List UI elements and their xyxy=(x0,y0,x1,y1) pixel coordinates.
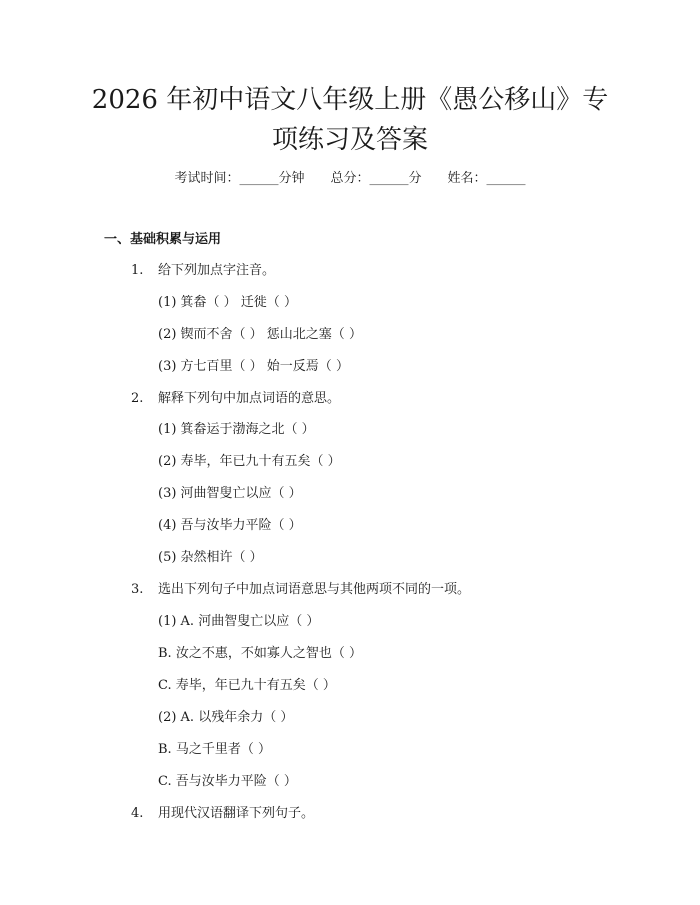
question-1-item-2: (2) 锲而不舍（ ） 惩山北之塞（ ） xyxy=(158,327,362,342)
student-name-label: 姓名：______ xyxy=(447,171,526,186)
question-text: 给下列加点字注音。 xyxy=(158,263,276,278)
document-title xyxy=(60,80,640,160)
question-3-option: (1) A. 河曲智叟亡以应（ ） xyxy=(158,614,320,629)
exam-time-label: 考试时间：______分钟 xyxy=(174,171,305,186)
question-text: 选出下列句子中加点词语意思与其他两项不同的一项。 xyxy=(158,582,471,597)
exam-meta xyxy=(0,170,700,188)
question-3-option: B. 汝之不惠，不如寡人之智也（ ） xyxy=(158,646,362,661)
question-3-option: C. 吾与汝毕力平险（ ） xyxy=(158,774,297,789)
question-number: 3. xyxy=(131,582,144,597)
question-number: 1. xyxy=(131,263,144,278)
question-text: 用现代汉语翻译下列句子。 xyxy=(158,806,315,821)
question-2-item-5: (5) 杂然相许（ ） xyxy=(158,550,263,565)
question-2-item-1: (1) 箕畚运于渤海之北（ ） xyxy=(158,422,315,437)
section-heading: 一、基础积累与运用 xyxy=(104,232,222,247)
question-1-item-1: (1) 箕畚（ ） 迁徙（ ） xyxy=(158,295,297,310)
question-number: 4. xyxy=(131,806,144,821)
total-score-label: 总分：______分 xyxy=(330,171,422,186)
question-2-item-4: (4) 吾与汝毕力平险（ ） xyxy=(158,518,302,533)
question-number: 2. xyxy=(131,391,144,406)
title-line-1: 2026 年初中语文八年级上册《愚公移山》专 xyxy=(91,85,609,115)
question-2-item-3: (3) 河曲智叟亡以应（ ） xyxy=(158,486,302,501)
question-2-item-2: (2) 寿毕，年已九十有五矣（ ） xyxy=(158,454,341,469)
question-3-option: B. 马之千里者（ ） xyxy=(158,742,271,757)
question-3-option: C. 寿毕，年已九十有五矣（ ） xyxy=(158,678,336,693)
question-1-item-3: (3) 方七百里（ ） 始一反焉（ ） xyxy=(158,359,349,374)
question-3-option: (2) A. 以残年余力（ ） xyxy=(158,710,294,725)
question-text: 解释下列句中加点词语的意思。 xyxy=(158,391,341,406)
title-line-2: 项练习及答案 xyxy=(271,125,428,155)
